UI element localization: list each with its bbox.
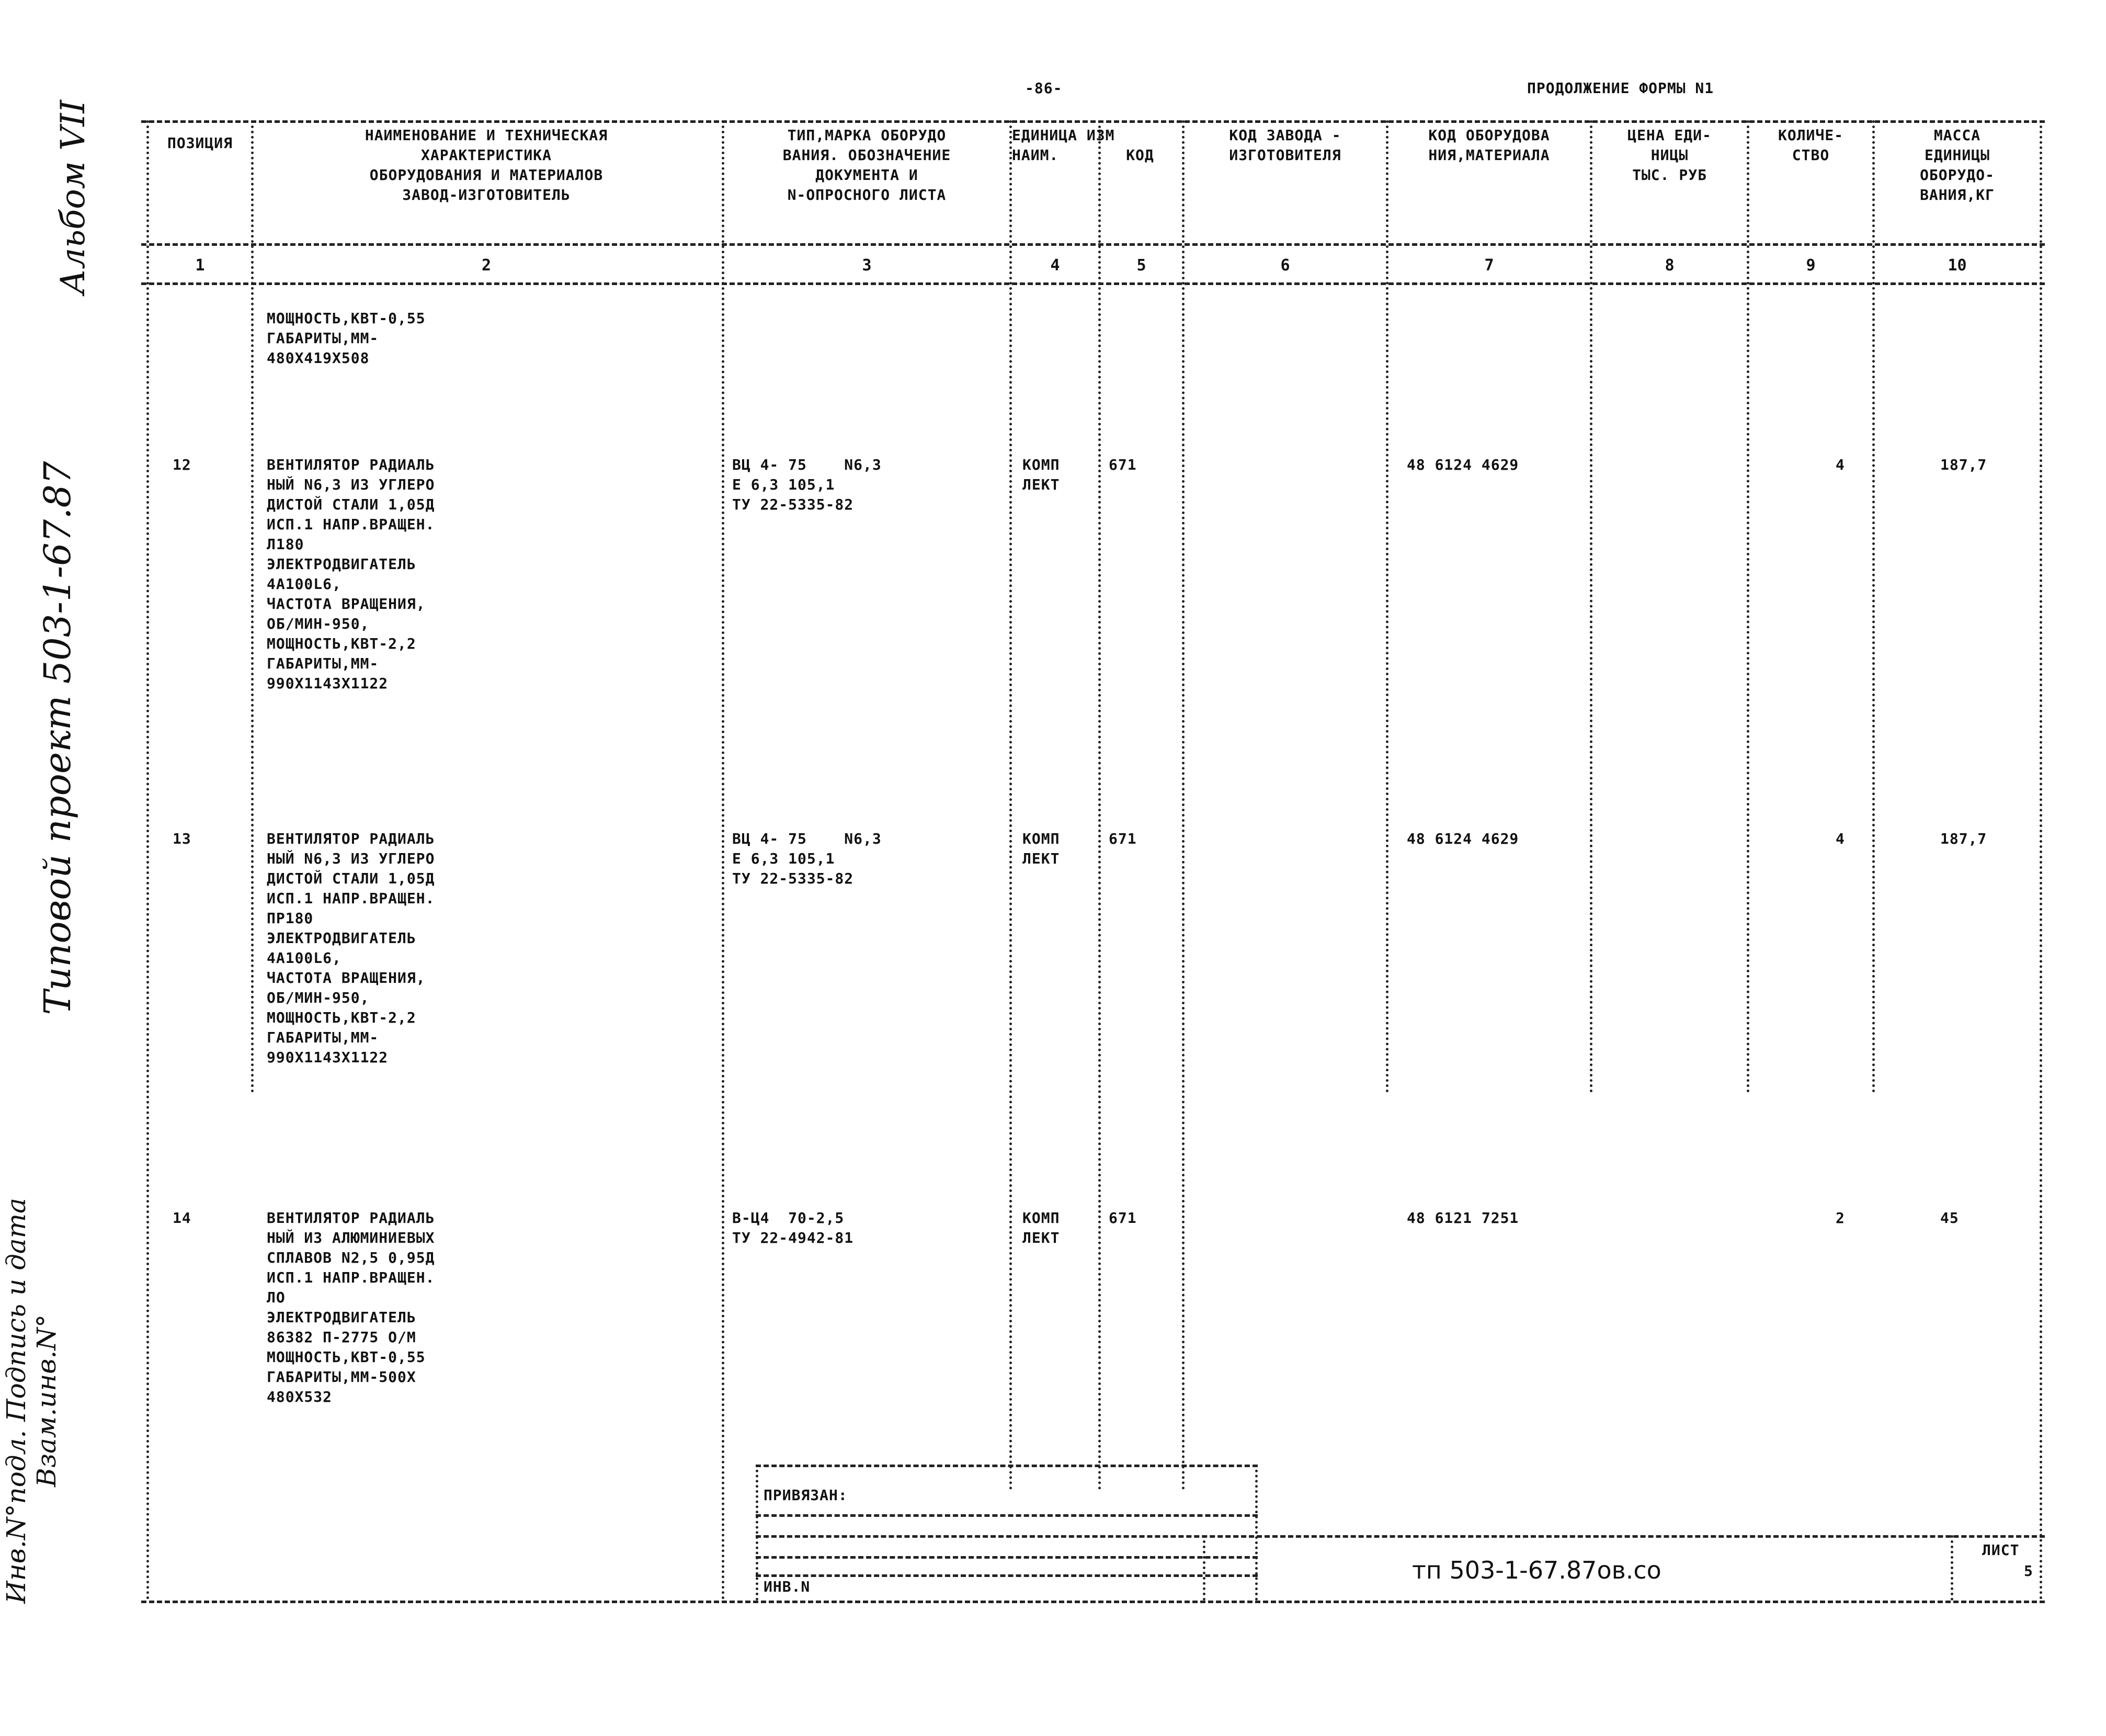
margin-stamps-label: Инв.N°подл. Подпись и дата Взам.инв.N° <box>1 1198 62 1604</box>
page-number: -86- <box>1025 80 1063 97</box>
stamp-line-4 <box>756 1556 1258 1559</box>
row-type: В-Ц4 70-2,5 ТУ 22-4942-81 <box>732 1209 854 1246</box>
colnum-3: 3 <box>862 256 872 275</box>
col-sep-3 <box>1009 120 1012 1491</box>
header-unit: ЕДИНИЦА ИЗМ НАИМ. <box>1012 127 1115 164</box>
header-bottom-border <box>141 243 2045 246</box>
row-unit: КОМП ЛЕКТ <box>1022 1209 1060 1246</box>
colnum-4: 4 <box>1050 256 1060 275</box>
stamp-sheet-number: 5 <box>2024 1562 2033 1580</box>
table-top-border <box>141 120 2045 123</box>
header-type: ТИП,МАРКА ОБОРУДО ВАНИЯ. ОБОЗНАЧЕНИЕ ДОКУМЕНТА И N-ОПРОСНОГО ЛИСТА <box>782 127 951 203</box>
header-price: ЦЕНА ЕДИ- НИЦЫ ТЫС. РУБ <box>1627 127 1712 184</box>
header-mass: МАССА ЕДИНИЦЫ ОБОРУДО- ВАНИЯ,КГ <box>1920 127 1995 203</box>
colnum-10: 10 <box>1948 256 1967 275</box>
header-position: ПОЗИЦИЯ <box>167 134 233 152</box>
col-sep-10 <box>2040 120 2042 1601</box>
stamp-doc-code: тп 503-1-67.87ов.со <box>1412 1556 1661 1584</box>
row-type: ВЦ 4- 75 N6,3 Е 6,3 105,1 ТУ 22-5335-82 <box>732 456 882 513</box>
colnum-bottom-border <box>141 282 2045 285</box>
margin-album-label: Альбом VII <box>54 100 93 294</box>
row-position: 13 <box>173 830 191 847</box>
row-equip-code: 48 6121 7251 <box>1407 1209 1519 1227</box>
row-name: ВЕНТИЛЯТОР РАДИАЛЬ НЫЙ ИЗ АЛЮМИНИЕВЫХ СПЛАВОВ N2,5 0,95Д ИСП.1 НАПР.ВРАЩЕН. ЛО ЭЛЕКТРОДВИГАТЕЛЬ 86382 П-2775 О/М МОЩНОСТЬ,КВТ-0,55 ГАБАРИТЫ,ММ-500Х 480Х532 <box>267 1209 435 1405</box>
colnum-7: 7 <box>1484 256 1494 275</box>
colnum-6: 6 <box>1280 256 1290 275</box>
header-name: НАИМЕНОВАНИЕ И ТЕХНИЧЕСКАЯ ХАРАКТЕРИСТИКА ОБОРУДОВАНИЯ И МАТЕРИАЛОВ ЗАВОД-ИЗГОТОВИТЕЛЬ <box>365 127 608 203</box>
col-sep-2 <box>722 120 724 1601</box>
row-equip-code: 48 6124 4629 <box>1407 456 1519 473</box>
margin-project-label: Типовой проект 503-1-67.87 <box>36 461 79 1015</box>
stamp-sep-sheet <box>1951 1535 1953 1601</box>
row-unit: КОМП ЛЕКТ <box>1022 456 1060 493</box>
row-equip-code: 48 6124 4629 <box>1407 830 1519 847</box>
stamp-sep-b <box>1255 1465 1258 1601</box>
colnum-5: 5 <box>1136 256 1146 275</box>
row-qty: 4 <box>1836 456 1845 473</box>
stamp-line-2 <box>756 1514 1258 1517</box>
stamp-sep-c <box>1203 1535 1205 1601</box>
row-name: ВЕНТИЛЯТОР РАДИАЛЬ НЫЙ N6,3 ИЗ УГЛЕРО ДИСТОЙ СТАЛИ 1,05Д ИСП.1 НАПР.ВРАЩЕН. ПР180 ЭЛЕКТРОДВИГАТЕЛЬ 4А100L6, ЧАСТОТА ВРАЩЕНИЯ, ОБ/МИН-950, МОЩНОСТЬ,КВТ-2,2 ГАБАРИТЫ,ММ- 990Х1143Х1122 <box>267 830 435 1066</box>
continuation-label: ПРОДОЛЖЕНИЕ ФОРМЫ N1 <box>1527 80 1714 97</box>
col-sep-5 <box>1182 120 1185 1491</box>
header-unit-code: КОД <box>1126 146 1154 164</box>
row-unit-code: 671 <box>1109 830 1137 847</box>
row-mass: 187,7 <box>1940 456 1987 473</box>
colnum-2: 2 <box>481 256 492 275</box>
stamp-line-3 <box>756 1535 2045 1538</box>
row-unit-code: 671 <box>1109 456 1137 473</box>
colnum-8: 8 <box>1665 256 1675 275</box>
row-unit: КОМП ЛЕКТ <box>1022 830 1060 867</box>
colnum-9: 9 <box>1806 256 1816 275</box>
col-sep-4 <box>1098 120 1101 1491</box>
stamp-line-5 <box>756 1574 1258 1577</box>
row-mass: 187,7 <box>1940 830 1987 847</box>
colnum-1: 1 <box>195 256 205 275</box>
row-name: ВЕНТИЛЯТОР РАДИАЛЬ НЫЙ N6,3 ИЗ УГЛЕРО ДИСТОЙ СТАЛИ 1,05Д ИСП.1 НАПР.ВРАЩЕН. Л180 ЭЛЕКТРОДВИГАТЕЛЬ 4А100L6, ЧАСТОТА ВРАЩЕНИЯ, ОБ/МИН-950, МОЩНОСТЬ,КВТ-2,2 ГАБАРИТЫ,ММ- 990Х1143Х1122 <box>267 456 435 692</box>
row-qty: 4 <box>1836 830 1845 847</box>
stamp-sep-a <box>756 1465 758 1601</box>
stamp-inv: ИНВ.N <box>764 1578 811 1595</box>
row-position: 12 <box>173 456 191 473</box>
stamp-privyazan: ПРИВЯЗАН: <box>764 1487 848 1504</box>
table-bottom-border <box>141 1601 2045 1603</box>
col-sep-0 <box>146 120 149 1601</box>
row-qty: 2 <box>1836 1209 1845 1227</box>
stamp-top-border <box>756 1465 1258 1467</box>
header-equip-code: КОД ОБОРУДОВА НИЯ,МАТЕРИАЛА <box>1428 127 1550 164</box>
row-mass: 45 <box>1940 1209 1959 1227</box>
row-unit-code: 671 <box>1109 1209 1137 1227</box>
header-qty: КОЛИЧЕ- СТВО <box>1778 127 1843 164</box>
header-factory-code: КОД ЗАВОДА - ИЗГОТОВИТЕЛЯ <box>1229 127 1341 164</box>
row-type: ВЦ 4- 75 N6,3 Е 6,3 105,1 ТУ 22-5335-82 <box>732 830 882 887</box>
stamp-sheet-label: ЛИСТ <box>1982 1541 2020 1559</box>
carryover-text: МОЩНОСТЬ,КВТ-0,55 ГАБАРИТЫ,ММ- 480Х419Х508 <box>267 310 426 367</box>
row-position: 14 <box>173 1209 191 1227</box>
